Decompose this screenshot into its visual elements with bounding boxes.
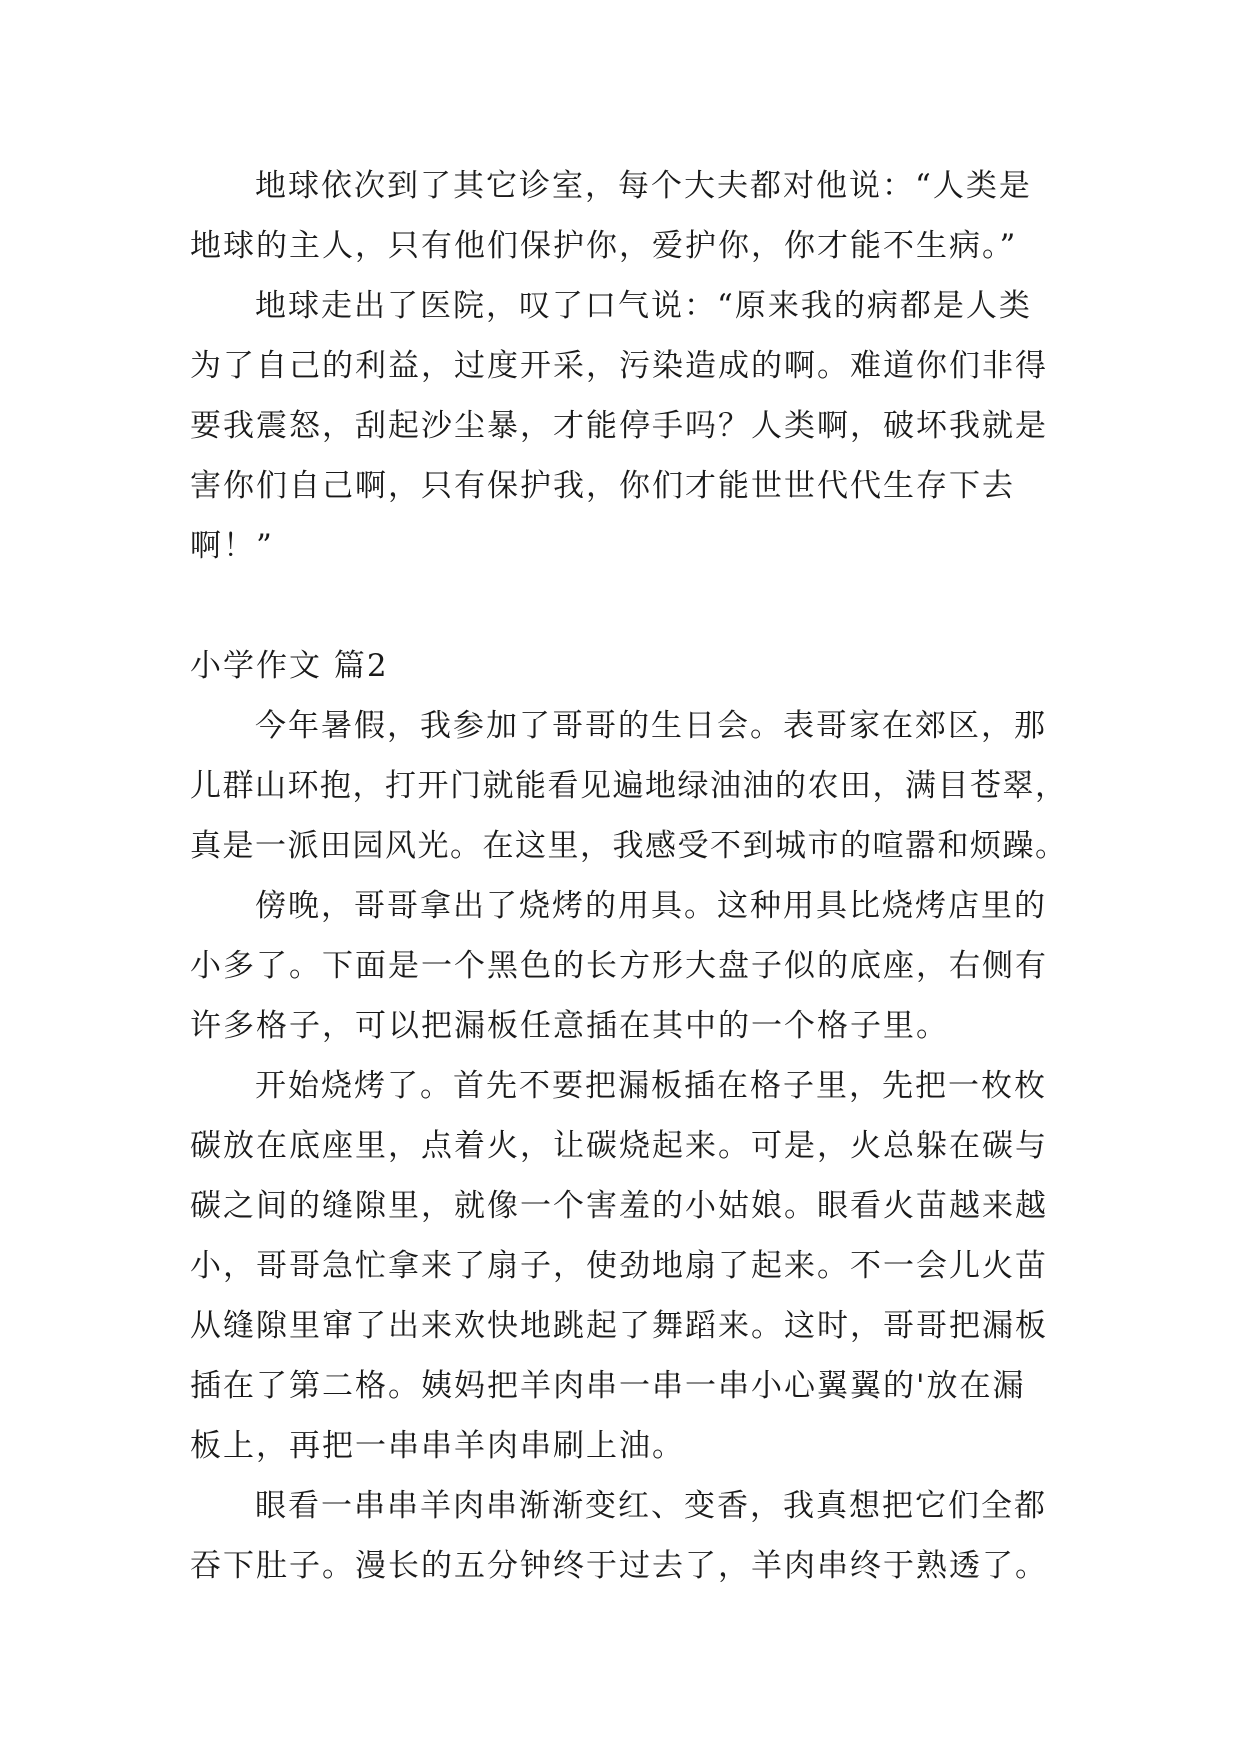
text-line: 许多格子，可以把漏板任意插在其中的一个格子里。 bbox=[190, 1008, 949, 1044]
text-line: 小，哥哥急忙拿来了扇子，使劲地扇了起来。不一会儿火苗 bbox=[190, 1248, 1048, 1284]
text-line: 地球走出了医院，叹了口气说：“原来我的病都是人类 bbox=[255, 288, 1032, 324]
text-line: 吞下肚子。漫长的五分钟终于过去了，羊肉串终于熟透了。 bbox=[190, 1548, 1048, 1584]
text-line: 板上，再把一串串羊肉串刷上油。 bbox=[190, 1428, 685, 1464]
text-line: 碳之间的缝隙里，就像一个害羞的小姑娘。眼看火苗越来越 bbox=[190, 1188, 1048, 1224]
text-line: 地球的主人，只有他们保护你，爱护你，你才能不生病。” bbox=[190, 228, 1018, 264]
text-line: 插在了第二格。姨妈把羊肉串一串一串小心翼翼的'放在漏 bbox=[190, 1368, 1026, 1404]
text-line: 儿群山环抱，打开门就能看见遍地绿油油的农田，满目苍翠， bbox=[190, 768, 1068, 804]
text-line: 要我震怒，刮起沙尘暴，才能停手吗？人类啊，破坏我就是 bbox=[190, 408, 1048, 444]
text-line: 碳放在底座里，点着火，让碳烧起来。可是，火总躲在碳与 bbox=[190, 1128, 1048, 1164]
text-line: 为了自己的利益，过度开采，污染造成的啊。难道你们非得 bbox=[190, 348, 1048, 384]
section-heading: 小学作文 篇2 bbox=[190, 648, 389, 684]
text-line: 真是一派田园风光。在这里，我感受不到城市的喧嚣和烦躁。 bbox=[190, 828, 1068, 864]
text-line: 开始烧烤了。首先不要把漏板插在格子里，先把一枚枚 bbox=[255, 1068, 1047, 1104]
text-line: 眼看一串串羊肉串渐渐变红、变香，我真想把它们全都 bbox=[255, 1488, 1047, 1524]
text-line: 今年暑假，我参加了哥哥的生日会。表哥家在郊区，那 bbox=[255, 708, 1047, 744]
text-line: 从缝隙里窜了出来欢快地跳起了舞蹈来。这时，哥哥把漏板 bbox=[190, 1308, 1048, 1344]
text-line: 小多了。下面是一个黑色的长方形大盘子似的底座，右侧有 bbox=[190, 948, 1048, 984]
text-line: 地球依次到了其它诊室，每个大夫都对他说：“人类是 bbox=[255, 168, 1032, 204]
text-line: 害你们自己啊，只有保护我，你们才能世世代代生存下去 bbox=[190, 468, 1015, 504]
text-line: 啊！” bbox=[190, 528, 274, 564]
text-line: 傍晚，哥哥拿出了烧烤的用具。这种用具比烧烤店里的 bbox=[255, 888, 1047, 924]
